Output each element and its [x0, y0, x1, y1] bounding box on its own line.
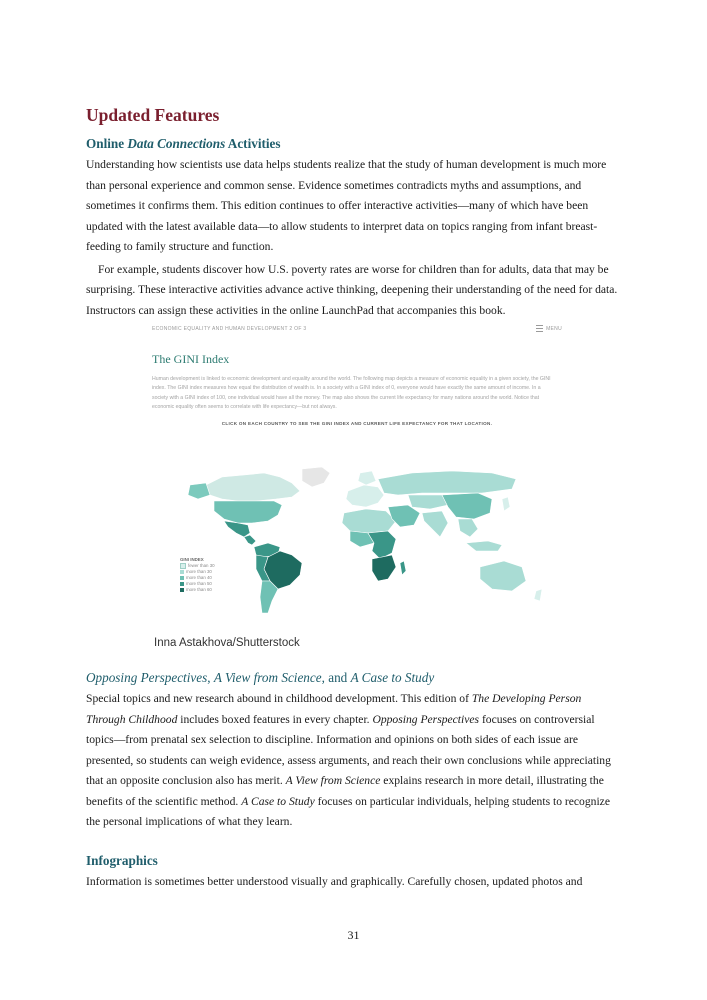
world-map[interactable]	[152, 463, 562, 625]
legend-swatch	[180, 582, 184, 586]
gini-description: Human development is linked to economic development and equality around the world. The following map depicts a measure of economic equality in a given society, the GINI index. The GINI index measures how equal the distribution of wealth is. In a society with a GINI index of 0, everyone would have exactly the same amount of income. In a society with a GINI index of 100, one individual would have all the money. The map also shows the current life expectancy for many nations around the world. Notice that economic equality often seems to correlate with life expectancy—but not always.	[152, 376, 551, 411]
image-credit: Inna Astakhova/Shutterstock	[154, 637, 300, 649]
map-country-central-america[interactable]	[244, 535, 256, 545]
legend-title: GINI INDEX	[180, 557, 204, 562]
page-number: 31	[347, 928, 360, 942]
map-country-china[interactable]	[442, 493, 492, 519]
text-run: explains research in more detail, illustrating the benefits of the scientific method.	[86, 774, 604, 808]
map-country-japan[interactable]	[502, 497, 510, 511]
map-country-usa[interactable]	[214, 501, 282, 523]
text-run: focuses on controversial topics—from prenatal sex selection to discipline. Information and opinions on both sides of each issue are presented, so students can weigh evidence, assess arguments, and reach their own conclusions while appreciating that an opposite conclusion also has merit.	[86, 712, 611, 787]
opposing-perspectives-heading	[86, 670, 618, 686]
text-run: Special topics and new research abound in childhood development. This edition of	[86, 692, 472, 705]
legend-swatch	[180, 576, 184, 580]
map-country-new-zealand[interactable]	[534, 589, 542, 601]
infographics-paragraph: Information is sometimes better understood visually and graphically. Carefully chosen, updated photos and	[86, 875, 583, 888]
map-country-central-asia[interactable]	[408, 495, 448, 509]
legend-swatch	[180, 570, 184, 574]
heading-italic: Opposing Perspectives	[86, 670, 208, 685]
legend-label: more than 30	[186, 569, 212, 574]
legend-label: more than 40	[186, 575, 212, 580]
legend-label: fewer than 30	[188, 563, 215, 568]
menu-button[interactable]	[536, 325, 562, 332]
hamburger-menu-icon	[536, 325, 543, 332]
map-country-southern-africa[interactable]	[372, 555, 396, 581]
map-country-greenland[interactable]	[302, 467, 330, 487]
section-title: Updated Features	[86, 105, 220, 125]
map-country-russia[interactable]	[378, 471, 516, 495]
gini-legend	[180, 557, 215, 593]
legend-label: more than 60	[186, 587, 212, 592]
map-country-europe[interactable]	[346, 485, 384, 507]
map-country-madagascar[interactable]	[400, 561, 406, 575]
map-country-indonesia[interactable]	[466, 541, 502, 551]
heading-text: Online	[86, 136, 128, 151]
map-country-scandinavia[interactable]	[358, 471, 376, 485]
legend-label: more than 50	[186, 581, 212, 586]
map-country-canada[interactable]	[206, 473, 300, 501]
gini-title: The GINI Index	[152, 352, 230, 366]
data-connections-block	[86, 136, 618, 321]
infographics-heading: Infographics	[86, 853, 158, 868]
gini-index-screenshot	[152, 325, 562, 625]
map-country-southeast-asia[interactable]	[458, 519, 478, 537]
click-instruction: CLICK ON EACH COUNTRY TO SEE THE GINI INDEX AND CURRENT LIFE EXPECTANCY FOR THAT LOCATION.	[221, 420, 493, 426]
text-run: focuses on particular individuals, helping students to recognize the personal implications of what they learn.	[86, 794, 610, 828]
heading-italic: A Case to Study	[350, 670, 435, 685]
book-title: The Developing Person Through Childhood	[86, 692, 582, 726]
feature-name: A Case to Study	[241, 794, 315, 808]
map-country-india[interactable]	[422, 511, 448, 537]
heading-text: , and	[321, 670, 351, 685]
opposing-perspectives-paragraph	[86, 689, 618, 833]
feature-name: Opposing Perspectives	[372, 712, 480, 726]
figure-top-label: ECONOMIC EQUALITY AND HUMAN DEVELOPMENT 2 OF 3	[152, 325, 307, 332]
menu-label: MENU	[546, 325, 562, 332]
legend-item	[180, 587, 215, 593]
heading-italic: A View from Science	[213, 670, 322, 685]
map-country-mexico[interactable]	[224, 521, 250, 537]
data-connections-paragraph-1: Understanding how scientists use data helps students realize that the study of human development is much more than personal experience and common sense. Evidence sometimes contradicts myths and assumptions, and sometimes it confirms them. This edition continues to offer interactive activities—many of which have been updated with the latest available data—to allow students to interpret data on topics ranging from infant breast-feeding to family structure and function.	[86, 158, 607, 253]
infographics-block	[86, 853, 618, 893]
opposing-perspectives-block	[86, 670, 618, 833]
heading-italic: Data Connections	[127, 136, 226, 151]
data-connections-heading	[86, 136, 618, 152]
heading-text: ,	[207, 670, 214, 685]
data-connections-paragraph-2: For example, students discover how U.S. poverty rates are worse for children than for adults, data that may be surprising. These interactive activities advance active thinking, deepening their understanding of the need for data. Instructors can assign these activities in the online LaunchPad that accompanies this book.	[86, 262, 618, 317]
feature-name: A View from Science	[285, 774, 381, 787]
map-country-north-africa[interactable]	[342, 509, 396, 533]
legend-swatch	[180, 588, 184, 592]
map-country-australia[interactable]	[480, 561, 526, 591]
text-run: includes boxed features in every chapter.	[177, 712, 373, 726]
figure-top-bar	[152, 325, 562, 332]
heading-text: Activities	[225, 136, 281, 151]
map-country-alaska[interactable]	[188, 483, 210, 499]
